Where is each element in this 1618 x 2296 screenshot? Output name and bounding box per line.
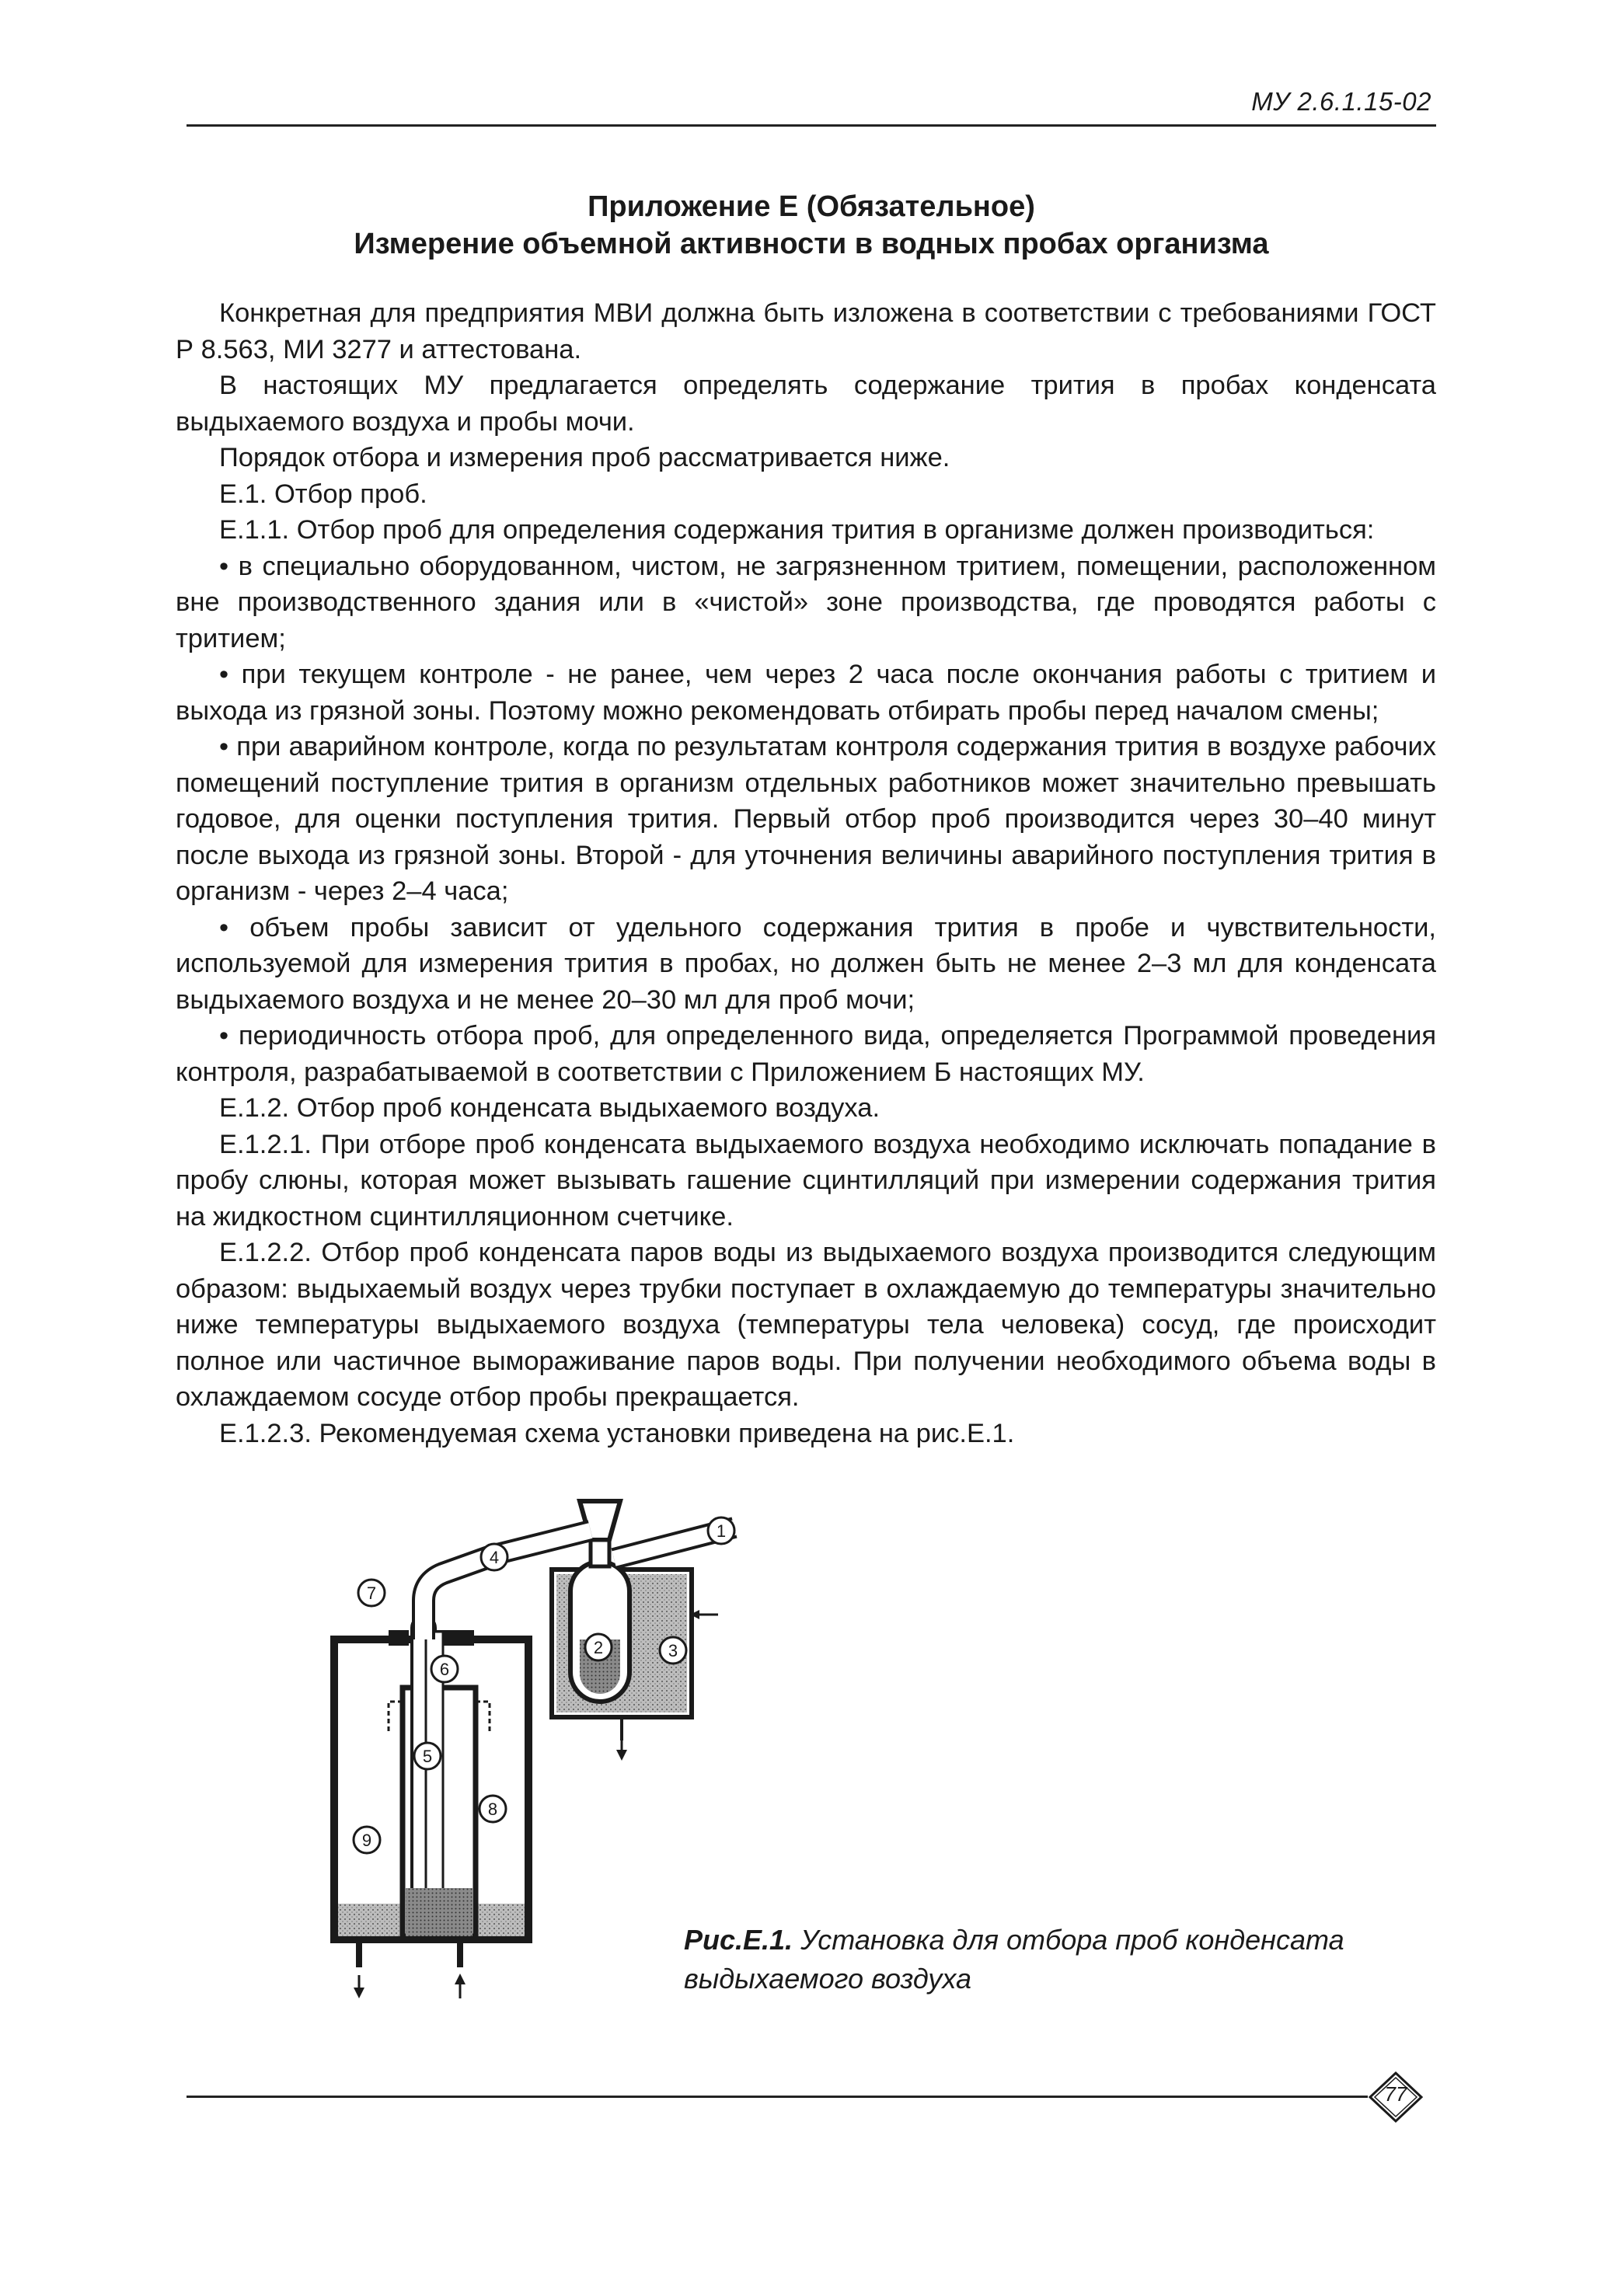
- callout-label: [354, 1827, 380, 1853]
- svg-text:2: 2: [593, 1638, 604, 1657]
- appendix-title: [187, 188, 1436, 263]
- paragraph: Е.1.2.2. Отбор проб конденсата паров воды из выдыхаемого воздуха производится следующим образом: выдыхаемый воздух через трубки поступает в охлаждаемую до температуры значительно ниже температуры выдыхаемого воздуха (температуры тела человека) сосуд, где происходит полное или частичное вымораживание паров воды. При получении необходимого объема воды в охлаждаемом сосуде отбор пробы прекращается.: [176, 1238, 1436, 1412]
- callout-label: [708, 1517, 734, 1544]
- figure-caption: [684, 1921, 1422, 1998]
- svg-text:3: 3: [668, 1641, 678, 1660]
- svg-text:5: 5: [422, 1747, 433, 1766]
- callout-label: [481, 1544, 507, 1570]
- footer-rule: [187, 2096, 1368, 2098]
- title-line-1: Приложение Е (Обязательное): [588, 190, 1035, 223]
- svg-text:7: 7: [366, 1584, 377, 1603]
- callout-label: [358, 1580, 385, 1606]
- callout-label: [479, 1796, 506, 1822]
- svg-text:4: 4: [489, 1548, 500, 1567]
- bullet-item: • периодичность отбора проб, для определенного вида, определяется Программой проведения контроля, разрабатываемой в соответствии с Приложением Б настоящих МУ.: [176, 1021, 1436, 1087]
- paragraph: Е.1.2.3. Рекомендуемая схема установки приведена на рис.Е.1.: [219, 1418, 1015, 1448]
- svg-text:6: 6: [439, 1660, 450, 1679]
- figure-number: Рис.Е.1.: [684, 1924, 793, 1956]
- svg-text:8: 8: [487, 1800, 498, 1819]
- header-rule: [187, 124, 1436, 127]
- paragraph: Е.1.1. Отбор проб для определения содержания трития в организме должен производиться:: [219, 515, 1375, 545]
- callout-label: [431, 1656, 458, 1682]
- callout-label: [660, 1637, 686, 1664]
- callout-label: [414, 1743, 441, 1769]
- bullet-item: • при аварийном контроле, когда по результатам контроля содержания трития в воздухе рабочих помещений поступление трития в организм отдельных работников может значительно превышать годовое, для оценки поступления трития. Первый отбор проб производится через 30–40 минут после выхода из грязной зоны. Второй - для уточнения величины аварийного поступления трития в организм - через 2–4 часа;: [176, 732, 1436, 906]
- body-text: [176, 295, 1436, 1451]
- title-line-2: Измерение объемной активности в водных пробах организма: [354, 228, 1269, 260]
- figure-caption-text: Установка для отбора проб конденсата выдыхаемого воздуха: [684, 1924, 1344, 1995]
- paragraph: Порядок отбора и измерения проб рассматривается ниже.: [219, 443, 950, 472]
- paragraph: Конкретная для предприятия МВИ должна быть изложена в соответствии с требованиями ГОСТ Р 8.563, МИ 3277 и аттестована.: [176, 298, 1436, 364]
- section-heading: Е.1. Отбор проб.: [219, 479, 427, 509]
- paragraph: Е.1.2.1. При отборе проб конденсата выдыхаемого воздуха необходимо исключать попадание в пробу слюны, которая может вызывать гашение сцинтилляций при измерении содержания трития на жидкостном сцинтилляционном счетчике.: [176, 1129, 1436, 1232]
- callout-label: [585, 1634, 612, 1660]
- svg-text:1: 1: [716, 1521, 727, 1541]
- page-number: 77: [1384, 2082, 1407, 2106]
- bullet-item: • в специально оборудованном, чистом, не загрязненном тритием, помещении, расположенном вне производственного здания или в «чистой» зоне производства, где проводятся работы с тритием;: [176, 551, 1436, 653]
- bullet-item: • при текущем контроле - не ранее, чем через 2 часа после окончания работы с тритием и выхода из грязной зоны. Поэтому можно рекомендовать отбирать пробы перед началом смены;: [176, 660, 1436, 726]
- document-code: МУ 2.6.1.15-02: [1251, 87, 1431, 116]
- bullet-item: • объем пробы зависит от удельного содержания трития в пробе и чувствительности, используемой для измерения трития в пробах, но должен быть не менее 2–3 мл для конденсата выдыхаемого воздуха и не менее 20–30 мл для проб мочи;: [176, 912, 1436, 1015]
- section-heading: Е.1.2. Отбор проб конденсата выдыхаемого воздуха.: [219, 1093, 880, 1123]
- svg-text:9: 9: [361, 1831, 372, 1850]
- paragraph: В настоящих МУ предлагается определять содержание трития в пробах конденсата выдыхаемого воздуха и пробы мочи.: [176, 371, 1436, 437]
